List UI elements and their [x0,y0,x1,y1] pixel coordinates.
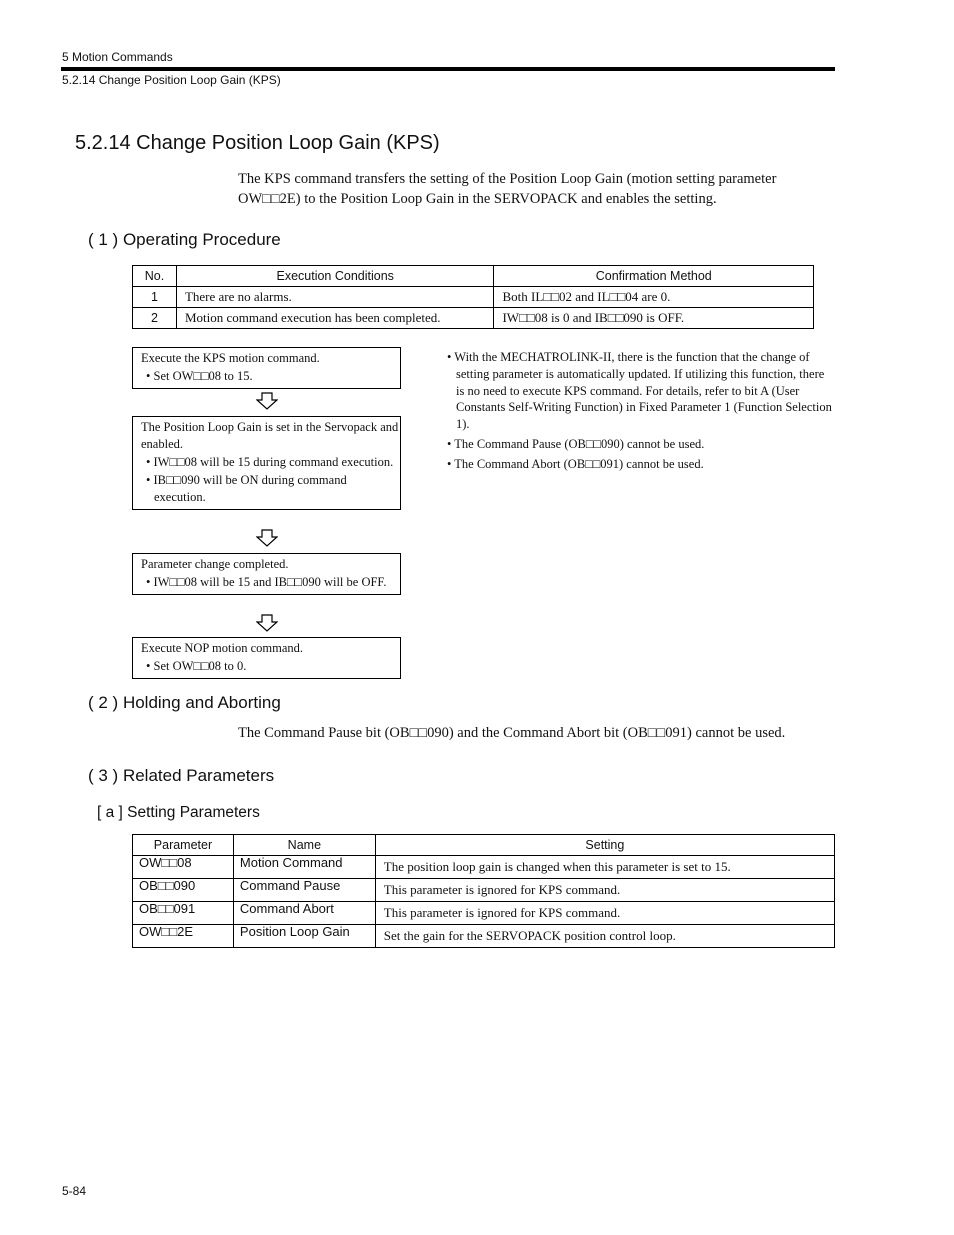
cell-setting: The position loop gain is changed when this parameter is set to 15. [375,856,834,879]
note-item: • With the MECHATROLINK-II, there is the function that the change of setting parameter is automatically updated. If utilizing this function, there is no need to execute KPS command. For details, refer to bit A (User Constants Self-Writing Function) in Fixed Parameter 1 (Function Selection 1). [447,350,832,432]
flow-step-text: Parameter change completed. [141,557,289,571]
flow-step-item: • Set OW□□08 to 0. [146,659,247,673]
flow-step-item: • Set OW□□08 to 15. [146,369,253,383]
table-row [133,308,814,329]
flow-step-execute-nop [132,637,401,679]
cell-name: Position Loop Gain [233,925,375,948]
procedure-notes [447,349,833,476]
header-setting: Setting [375,835,834,856]
table-header-row [133,835,835,856]
cell-condition: There are no alarms. [176,287,494,308]
flow-step-item: • IW□□08 will be 15 during command execution. [146,455,394,469]
cell-confirmation: Both IL□□02 and IL□□04 are 0. [494,287,814,308]
cell-parameter: OW□□2E [133,925,234,948]
table-row [133,902,835,925]
header-parameter: Parameter [133,835,234,856]
cell-no: 1 [133,287,177,308]
header-execution-conditions: Execution Conditions [176,266,494,287]
cell-setting: Set the gain for the SERVOPACK position control loop. [375,925,834,948]
table-row [133,287,814,308]
flow-step-text: Execute NOP motion command. [141,641,304,655]
down-arrow-icon [256,614,278,632]
down-arrow-icon [256,392,278,410]
flow-step-change-completed [132,553,401,595]
intro-paragraph: The KPS command transfers the setting of the Position Loop Gain (motion setting parameter OW□□2E) to the Position Loop Gain in the SERVOPACK and enables the setting. [238,171,777,207]
section-title: 5.2.14 Change Position Loop Gain (KPS) [75,132,440,154]
table-header-row [133,266,814,287]
cell-no: 2 [133,308,177,329]
cell-name: Command Abort [233,902,375,925]
heading-related-parameters: ( 3 ) Related Parameters [88,766,275,785]
cell-parameter: OW□□08 [133,856,234,879]
cell-parameter: OB□□091 [133,902,234,925]
cell-confirmation: IW□□08 is 0 and IB□□090 is OFF. [494,308,814,329]
setting-parameters-table [132,834,835,948]
header-no: No. [133,266,177,287]
cell-condition: Motion command execution has been completed. [176,308,494,329]
execution-conditions-table [132,265,814,329]
note-item: • The Command Pause (OB□□090) cannot be used. [447,436,705,451]
running-header-chapter: 5 Motion Commands [62,50,173,64]
cell-setting: This parameter is ignored for KPS command. [375,902,834,925]
heading-setting-parameters: [ a ] Setting Parameters [97,804,260,821]
header-confirmation-method: Confirmation Method [494,266,814,287]
page-number: 5-84 [62,1184,87,1198]
heading-holding-aborting: ( 2 ) Holding and Aborting [88,693,281,712]
flow-step-execute-kps [132,347,401,389]
cell-name: Command Pause [233,879,375,902]
header-name: Name [233,835,375,856]
flow-step-gain-set [132,416,401,510]
table-row [133,879,835,902]
flow-step-text: Execute the KPS motion command. [141,351,320,365]
flow-step-text: The Position Loop Gain is set in the Servopack and enabled. [141,420,399,451]
note-item: • The Command Abort (OB□□091) cannot be used. [447,456,704,471]
header-rule [61,67,835,71]
flow-step-item: • IB□□090 will be ON during command execution. [146,473,347,504]
flow-step-item: • IW□□08 will be 15 and IB□□090 will be OFF. [146,575,387,589]
table-row [133,856,835,879]
heading-operating-procedure: ( 1 ) Operating Procedure [88,230,281,249]
holding-aborting-text: The Command Pause bit (OB□□090) and the Command Abort bit (OB□□091) cannot be used. [238,725,786,741]
down-arrow-icon [256,529,278,547]
cell-setting: This parameter is ignored for KPS command. [375,879,834,902]
cell-parameter: OB□□090 [133,879,234,902]
running-header-section: 5.2.14 Change Position Loop Gain (KPS) [62,73,281,87]
cell-name: Motion Command [233,856,375,879]
table-row [133,925,835,948]
